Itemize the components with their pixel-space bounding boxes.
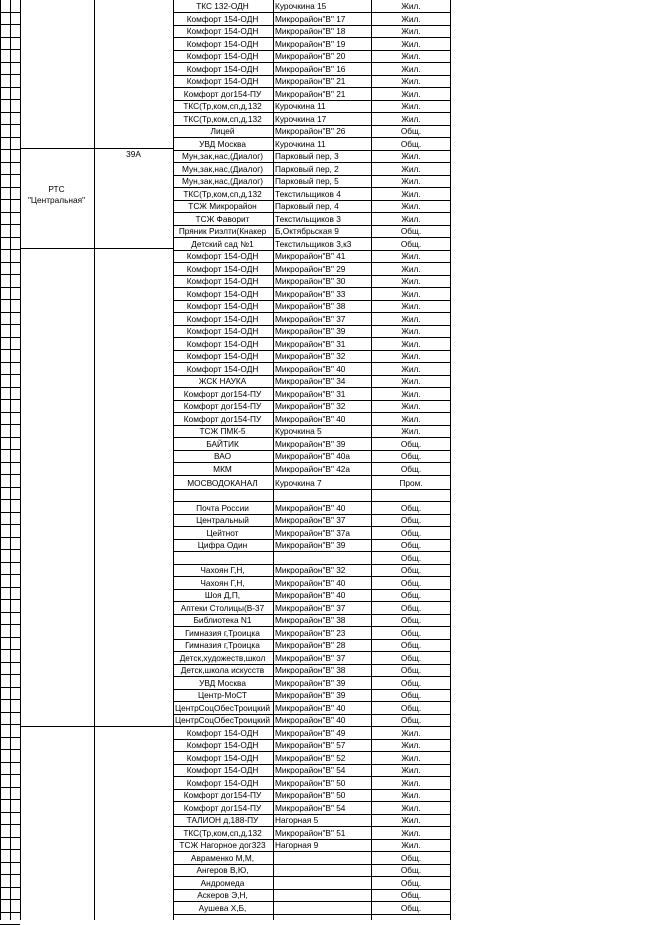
row-type-cell: Общ. <box>400 640 422 650</box>
row-address-cell: Микрорайон"В" 30 <box>275 276 346 286</box>
row-type-cell: Жил. <box>401 38 421 49</box>
row-address-cell: Микрорайон"В" 38 <box>275 665 346 675</box>
row-type-cell: Общ. <box>400 602 422 613</box>
row-address-cell: Микрорайон"В" 40 <box>275 363 346 374</box>
row-type-cell: Жил. <box>401 777 421 788</box>
row-type-cell: Общ. <box>400 540 422 550</box>
row-address-cell: Микрорайон"В" 40 <box>275 502 346 513</box>
row-name-cell: ЦентрСоцОбесТроицкий <box>174 702 271 713</box>
row-type-cell: Общ. <box>400 138 422 149</box>
margin-tick <box>0 787 20 788</box>
row-name-cell: Комфорт 154-ОДН <box>186 263 259 274</box>
row-address-cell: Микрорайон"В" 16 <box>275 63 346 74</box>
row-type-cell: Жил. <box>401 426 421 436</box>
margin-tick <box>0 62 20 63</box>
row-name-cell: Мун,зак,нас,(Диалог) <box>181 151 263 161</box>
row-type-cell: Жил. <box>401 401 421 411</box>
substation-label: 39А <box>126 149 141 159</box>
row-address-cell: Микрорайон"В" 51 <box>275 827 346 838</box>
margin-tick <box>0 187 20 188</box>
row-address-cell: Микрорайон"В" 38 <box>275 615 346 625</box>
margin-tick <box>0 249 20 250</box>
row-address-cell: Текстильщиков 3 <box>275 213 341 224</box>
row-type-cell: Общ. <box>400 690 422 700</box>
row-address-cell: Микрорайон"В" 21 <box>275 88 346 99</box>
row-type-cell: Жил. <box>401 201 421 211</box>
row-type-cell: Жил. <box>401 765 421 775</box>
row-type-cell: Жил. <box>401 101 421 111</box>
row-type-cell: Жил. <box>401 802 421 813</box>
row-address-cell: Микрорайон"В" 40 <box>275 577 346 588</box>
row-address-cell: Микрорайон"В" 34 <box>275 376 346 386</box>
row-name-cell: Мун,зак,нас,(Диалог) <box>181 163 263 174</box>
row-type-cell: Общ. <box>400 652 422 663</box>
row-type-cell: Общ. <box>400 565 422 575</box>
row-name-cell: Комфорт дог154-ПУ <box>183 790 262 800</box>
row-name-cell: ТАЛИОН д,188-ПУ <box>186 815 259 825</box>
row-name-cell: Комфорт дог154-ПУ <box>183 88 262 99</box>
margin-tick <box>0 799 20 800</box>
margin-tick <box>0 324 20 325</box>
margin-tick <box>0 687 20 688</box>
margin-tick <box>0 724 20 725</box>
margin-tick <box>0 912 20 913</box>
margin-tick <box>0 374 20 375</box>
row-type-cell: Жил. <box>401 727 421 738</box>
row-type-cell: Жил. <box>401 213 421 224</box>
row-type-cell: Общ. <box>400 890 422 900</box>
row-type-cell: Жил. <box>401 313 421 324</box>
row-name-cell: Детский сад №1 <box>191 238 254 249</box>
row-address-cell: Микрорайон"В" 50 <box>275 790 346 800</box>
row-name-cell: Детск,художеств,школ <box>179 652 266 663</box>
row-type-cell: Жил. <box>401 326 421 336</box>
row-address-cell: Микрорайон"В" 54 <box>275 802 346 813</box>
row-address-cell: Курочкина 7 <box>275 477 322 488</box>
row-address-cell: Микрорайон"В" 40а <box>275 451 351 461</box>
margin-tick <box>0 24 20 25</box>
margin-tick <box>0 349 20 350</box>
margin-tick <box>0 287 20 288</box>
row-address-cell: Микрорайон"В" 37а <box>275 527 351 538</box>
row-address-cell: Микрорайон"В" 39 <box>275 540 346 550</box>
margin-tick <box>0 587 20 588</box>
row-name-cell: Цейтнот <box>206 527 239 538</box>
margin-tick <box>0 99 20 100</box>
row-address-cell: Микрорайон"В" 37 <box>275 313 346 324</box>
row-address-cell: Микрорайон"В" 39 <box>275 690 346 700</box>
row-name-cell: ТКС 132-ОДН <box>196 1 249 11</box>
row-type-cell: Жил. <box>401 276 421 286</box>
margin-tick <box>0 862 20 863</box>
row-address-cell: Курочкина 17 <box>275 113 327 124</box>
row-address-cell: Текстильщиков 4 <box>275 188 341 199</box>
row-name-cell: Цифра Один <box>197 540 248 550</box>
row-type-cell: Общ. <box>400 238 422 249</box>
margin-tick <box>0 624 20 625</box>
row-address-cell: Нагорная 9 <box>275 840 319 850</box>
margin-tick <box>0 874 20 875</box>
margin-tick <box>0 74 20 75</box>
row-name-cell: БАЙТИК <box>206 438 239 449</box>
margin-tick <box>0 149 20 150</box>
row-address-cell: Микрорайон"В" 29 <box>275 263 346 274</box>
row-address-cell: Микрорайон"В" 31 <box>275 338 346 349</box>
margin-tick <box>0 37 20 38</box>
margin-tick <box>0 649 20 650</box>
row-address-cell: Микрорайон"В" 40 <box>275 590 346 600</box>
row-type-cell: Общ. <box>400 552 422 563</box>
row-name-cell: Детск,школа искусств <box>180 665 265 675</box>
row-name-cell: ЦентрСоцОбесТроицкий <box>174 715 271 725</box>
row-name-cell: Аптеки Столицы(В-37 <box>180 602 265 613</box>
margin-tick <box>0 199 20 200</box>
row-name-cell: Ангеров В,Ю, <box>196 865 249 875</box>
row-name-cell: Гимназия г,Троицка <box>185 627 260 638</box>
row-address-cell: Курочкина 15 <box>275 1 327 11</box>
row-name-cell: Комфорт 154-ОДН <box>186 13 259 24</box>
row-name-cell: ТКС(Тр,ком,сп,д,132 <box>183 827 262 838</box>
row-address-cell: Микрорайон"В" 33 <box>275 288 346 299</box>
margin-ruler <box>10 0 11 920</box>
row-address-cell: Парковый пер, 3 <box>275 151 339 161</box>
margin-tick <box>0 774 20 775</box>
row-type-cell: Общ. <box>400 527 422 538</box>
row-type-cell: Жил. <box>401 1 421 11</box>
row-type-cell: Общ. <box>400 902 422 913</box>
margin-tick <box>0 749 20 750</box>
row-address-cell: Микрорайон"В" 52 <box>275 752 346 763</box>
col-border-right <box>450 0 451 920</box>
margin-tick <box>0 412 20 413</box>
row-name-cell: Комфорт 154-ОДН <box>186 752 259 763</box>
row-type-cell: Жил. <box>401 26 421 36</box>
margin-tick <box>0 174 20 175</box>
row-name-cell: Комфорт 154-ОДН <box>186 338 259 349</box>
row-type-cell: Жил. <box>401 88 421 99</box>
margin-tick <box>0 849 20 850</box>
row-type-cell: Общ. <box>400 226 422 236</box>
margin-tick <box>0 462 20 463</box>
row-name-cell: Аушева Х,Б, <box>198 902 247 913</box>
margin-tick <box>0 12 20 13</box>
row-address-cell: Микрорайон"В" 39 <box>275 326 346 336</box>
group-divider <box>20 248 94 249</box>
row-address-cell: Микрорайон"В" 49 <box>275 727 346 738</box>
row-type-cell: Общ. <box>400 665 422 675</box>
row-type-cell: Общ. <box>400 463 422 474</box>
row-name-cell: ТСЖ Микрорайон <box>188 201 257 211</box>
margin-tick <box>0 699 20 700</box>
row-name-cell: Комфорт 154-ОДН <box>186 740 259 750</box>
margin-tick <box>0 474 20 475</box>
row-name-cell: Комфорт 154-ОДН <box>186 276 259 286</box>
row-name-cell: Комфорт 154-ОДН <box>186 76 259 86</box>
row-type-cell: Жил. <box>401 827 421 838</box>
row-type-cell: Жил. <box>401 815 421 825</box>
row-name-cell: Комфорт 154-ОДН <box>186 326 259 336</box>
margin-tick <box>0 812 20 813</box>
group-divider <box>94 726 173 727</box>
row-name-cell: Андромеда <box>200 877 245 888</box>
row-name-cell: Комфорт 154-ОДН <box>186 288 259 299</box>
row-address-cell: Микрорайон"В" 37 <box>275 515 346 525</box>
row-type-cell: Жил. <box>401 76 421 86</box>
row-address-cell: Парковый пер, 2 <box>275 163 339 174</box>
row-type-cell: Общ. <box>400 515 422 525</box>
row-address-cell: Микрорайон"В" 39 <box>275 677 346 688</box>
margin-tick <box>0 537 20 538</box>
row-address-cell: Микрорайон"В" 37 <box>275 652 346 663</box>
row-name-cell: ТСЖ ПМК-5 <box>199 426 246 436</box>
margin-tick <box>0 112 20 113</box>
row-type-cell: Общ. <box>400 852 422 863</box>
row-address-cell: Б,Октябрьская 9 <box>275 226 339 236</box>
margin-tick <box>0 399 20 400</box>
margin-tick <box>0 124 20 125</box>
margin-tick <box>0 299 20 300</box>
row-address-cell: Микрорайон"В" 31 <box>275 388 346 399</box>
margin-tick <box>0 212 20 213</box>
margin-tick <box>0 887 20 888</box>
margin-tick <box>0 224 20 225</box>
margin-tick <box>0 387 20 388</box>
row-type-cell: Жил. <box>401 388 421 399</box>
row-address-cell: Текстильщиков 3,к3 <box>275 238 352 249</box>
row-type-cell: Общ. <box>400 627 422 638</box>
row-name-cell: ВАО <box>213 451 232 461</box>
margin-tick <box>0 499 20 500</box>
row-address-cell: Нагорная 5 <box>275 815 319 825</box>
row-divider <box>173 489 450 490</box>
row-name-cell: ТКС(Тр,ком,сп,д,132 <box>183 188 262 199</box>
row-type-cell: Жил. <box>401 752 421 763</box>
row-address-cell: Микрорайон"В" 23 <box>275 627 346 638</box>
margin-tick <box>0 237 20 238</box>
row-type-cell: Жил. <box>401 113 421 124</box>
row-address-cell: Микрорайон"В" 32 <box>275 401 346 411</box>
margin-tick <box>0 337 20 338</box>
row-name-cell: ТКС(Тр,ком,сп,д,132 <box>183 113 262 124</box>
margin-tick <box>0 824 20 825</box>
row-name-cell: Аскеров Э,Н, <box>197 890 248 900</box>
row-name-cell: Комфорт 154-ОДН <box>186 26 259 36</box>
row-name-cell: Комфорт 154-ОДН <box>186 727 259 738</box>
row-type-cell: Жил. <box>401 63 421 74</box>
row-name-cell: Центральный <box>196 515 249 525</box>
margin-tick <box>0 424 20 425</box>
row-address-cell: Микрорайон"В" 20 <box>275 51 346 61</box>
row-name-cell: Комфорт дог154-ПУ <box>183 388 262 399</box>
row-name-cell: Чахоян Г,Н, <box>200 577 245 588</box>
row-name-cell: МОСВОДОКАНАЛ <box>187 477 258 488</box>
row-type-cell: Общ. <box>400 865 422 875</box>
station-label-line2: "Центральная" <box>27 195 86 205</box>
row-type-cell: Общ. <box>400 590 422 600</box>
row-name-cell: Комфорт 154-ОДН <box>186 313 259 324</box>
row-name-cell: Комфорт 154-ОДН <box>186 38 259 49</box>
row-name-cell: Центр-МоСТ <box>198 690 247 700</box>
row-type-cell: Общ. <box>400 577 422 588</box>
row-name-cell: УВД Москва <box>199 677 246 688</box>
row-type-cell: Жил. <box>401 188 421 199</box>
row-name-cell: Комфорт 154-ОДН <box>186 63 259 74</box>
row-type-cell: Жил. <box>401 338 421 349</box>
margin-tick <box>0 612 20 613</box>
row-name-cell: МКМ <box>213 463 232 474</box>
margin-tick <box>0 524 20 525</box>
margin-tick <box>0 562 20 563</box>
margin-ruler <box>0 0 1 920</box>
row-address-cell: Микрорайон"В" 37 <box>275 602 346 613</box>
margin-tick <box>0 162 20 163</box>
row-address-cell: Микрорайон"В" 17 <box>275 13 346 24</box>
row-name-cell: Комфорт 154-ОДН <box>186 351 259 361</box>
row-type-cell: Общ. <box>400 126 422 136</box>
row-name-cell: Библиотека N1 <box>193 615 252 625</box>
row-type-cell: Жил. <box>401 413 421 424</box>
row-address-cell: Микрорайон"В" 28 <box>275 640 346 650</box>
row-type-cell: Жил. <box>401 301 421 311</box>
margin-tick <box>0 437 20 438</box>
margin-tick <box>0 674 20 675</box>
row-name-cell: Шоя Д,П, <box>204 590 241 600</box>
row-type-cell: Жил. <box>401 790 421 800</box>
row-name-cell: Почта России <box>196 502 249 513</box>
row-type-cell: Жил. <box>401 376 421 386</box>
row-name-cell: ТСЖ Нагорное дог323 <box>179 840 266 850</box>
margin-tick <box>0 262 20 263</box>
margin-tick <box>0 762 20 763</box>
row-type-cell: Общ. <box>400 877 422 888</box>
row-name-cell: Гимназия г,Троицка <box>185 640 260 650</box>
row-type-cell: Жил. <box>401 263 421 274</box>
row-type-cell: Жил. <box>401 740 421 750</box>
row-address-cell: Парковый пер, 4 <box>275 201 339 211</box>
row-type-cell: Пром. <box>399 477 423 488</box>
row-address-cell: Микрорайон"В" 38 <box>275 301 346 311</box>
row-type-cell: Жил. <box>401 288 421 299</box>
row-type-cell: Жил. <box>401 163 421 174</box>
row-address-cell: Микрорайон"В" 41 <box>275 251 346 261</box>
margin-tick <box>0 49 20 50</box>
margin-tick <box>0 449 20 450</box>
row-address-cell: Микрорайон"В" 26 <box>275 126 346 136</box>
row-address-cell: Микрорайон"В" 40 <box>275 702 346 713</box>
margin-tick <box>0 549 20 550</box>
margin-tick <box>0 362 20 363</box>
row-name-cell: Комфорт дог154-ПУ <box>183 413 262 424</box>
row-name-cell: ТСЖ Фаворит <box>195 213 250 224</box>
row-type-cell: Общ. <box>400 438 422 449</box>
row-address-cell: Микрорайон"В" 57 <box>275 740 346 750</box>
group-divider <box>94 248 173 249</box>
row-address-cell: Микрорайон"В" 19 <box>275 38 346 49</box>
row-address-cell: Микрорайон"В" 18 <box>275 26 346 36</box>
row-address-cell: Курочкина 5 <box>275 426 322 436</box>
row-type-cell: Жил. <box>401 840 421 850</box>
col-border-left <box>20 0 21 920</box>
row-name-cell: Авраменко М,М, <box>190 852 255 863</box>
row-type-cell: Жил. <box>401 363 421 374</box>
row-type-cell: Жил. <box>401 351 421 361</box>
row-type-cell: Общ. <box>400 502 422 513</box>
row-address-cell: Микрорайон"В" 40 <box>275 413 346 424</box>
margin-tick <box>0 837 20 838</box>
margin-tick <box>0 637 20 638</box>
row-name-cell: Комфорт 154-ОДН <box>186 301 259 311</box>
margin-tick <box>0 599 20 600</box>
row-name-cell: Комфорт дог154-ПУ <box>183 401 262 411</box>
row-type-cell: Общ. <box>400 702 422 713</box>
row-address-cell: Микрорайон"В" 54 <box>275 765 346 775</box>
row-address-cell: Микрорайон"В" 39 <box>275 438 346 449</box>
margin-tick <box>0 274 20 275</box>
row-name-cell: Комфорт дог154-ПУ <box>183 802 262 813</box>
row-name-cell: Комфорт 154-ОДН <box>186 777 259 788</box>
row-address-cell: Курочкина 11 <box>275 138 326 149</box>
row-name-cell: Комфорт 154-ОДН <box>186 765 259 775</box>
row-divider <box>173 914 450 915</box>
row-address-cell: Микрорайон"В" 42а <box>275 463 351 474</box>
margin-tick <box>0 87 20 88</box>
row-name-cell: Пряник Риэлти(Кнакер <box>178 226 267 236</box>
row-address-cell: Микрорайон"В" 32 <box>275 351 346 361</box>
station-label-line1: РТС <box>48 184 65 194</box>
margin-tick <box>0 512 20 513</box>
row-address-cell: Микрорайон"В" 32 <box>275 565 346 575</box>
margin-tick <box>0 662 20 663</box>
margin-tick <box>0 899 20 900</box>
row-address-cell: Микрорайон"В" 50 <box>275 777 346 788</box>
row-type-cell: Общ. <box>400 677 422 688</box>
margin-tick <box>0 487 20 488</box>
row-type-cell: Общ. <box>400 451 422 461</box>
row-type-cell: Общ. <box>400 715 422 725</box>
row-type-cell: Жил. <box>401 13 421 24</box>
row-type-cell: Общ. <box>400 615 422 625</box>
row-address-cell: Микрорайон"В" 21 <box>275 76 346 86</box>
row-name-cell: Чахоян Г,Н, <box>200 565 245 575</box>
row-type-cell: Жил. <box>401 151 421 161</box>
row-name-cell: Лицей <box>210 126 235 136</box>
margin-tick <box>0 712 20 713</box>
row-name-cell: Комфорт 154-ОДН <box>186 363 259 374</box>
col-border-station <box>94 0 95 920</box>
row-name-cell: УВД Москва <box>199 138 246 149</box>
row-name-cell: Мун,зак,нас,(Диалог) <box>181 176 263 186</box>
row-name-cell: ТКС(Тр,ком,сп,д,132 <box>183 101 262 111</box>
margin-tick <box>0 137 20 138</box>
row-name-cell: Комфорт 154-ОДН <box>186 51 259 61</box>
station-label <box>20 184 93 206</box>
margin-tick <box>0 574 20 575</box>
row-type-cell: Жил. <box>401 251 421 261</box>
row-address-cell: Микрорайон"В" 40 <box>275 715 346 725</box>
margin-tick <box>0 312 20 313</box>
margin-tick <box>0 737 20 738</box>
group-divider <box>20 726 94 727</box>
row-type-cell: Жил. <box>401 51 421 61</box>
row-name-cell: ЖСК НАУКА <box>198 376 247 386</box>
row-address-cell: Курочкина 11 <box>275 101 326 111</box>
row-address-cell: Парковый пер, 5 <box>275 176 339 186</box>
row-name-cell: Комфорт 154-ОДН <box>186 251 259 261</box>
row-type-cell: Жил. <box>401 176 421 186</box>
